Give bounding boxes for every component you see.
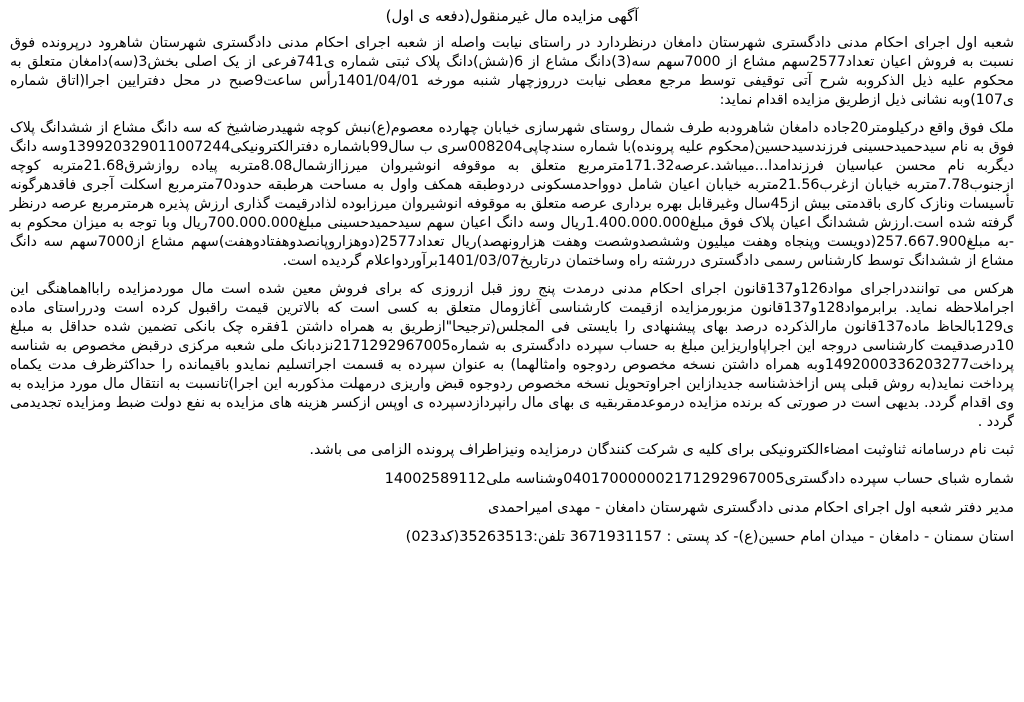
signature-line: مدیر دفتر شعبه اول اجرای احکام مدنی دادگستری شهرستان دامغان - مهدی امیراحمدی — [487, 500, 1014, 516]
bank-account-line: شماره شبای حساب سپرده دادگستری040170000002171292967005وشناسه ملی14002589112 — [384, 471, 1014, 487]
bidding-terms-paragraph: هرکس می تواننددراجرای مواد126و137قانون اجرای احکام مدنی درمدت پنج روز قبل ازروزی که برای فروش معین شده است مال موردمزایده رابااهماهنگی این اجراملاحظه نماید. برابرمواد128و137قانون مزبورمزایده ازقیمت کارشناسی آغازومال متعلق به کسی است که بالاترین قیمت راقبول کرده است ودرراستای ماده ی129بالحاظ ماده137قانون مارالذکرده درصد بهای پیشنهادی را بایستی فی المجلس(ترجیحا"ازطریق به همراه داشتن 1فقره چک بانکی تضمین شده حداقل به مبلغ 10درصدقیمت کارشناسی دروجه این اجراپاواریزاین مبلغ به حساب سپرده دادگستری به شماره2171292967005نزدبانک ملی شعبه مرکزی درقبض مخصوص به شناسه پرداخت1492000336203277وبه همراه داشتن نسخه مخصوص ردوجوه وامثالهما) به عنوان سپرده به قسمت اجراتسلیم نمایدو باقیمانده را حداکثرظرف مدت یکماه پرداخت نماید(به روش قبلی پس ازاخذشناسه جدیدازاین اجراوتحویل نسخه مخصوص ردوجوه قبض واریزی درمهلت مذکوربه این اجرا)تانسبت به انتقال مال مورد مزایده به وی اقدام گردد. بدیهی است در صورتی که برنده مزایده درموعدمقربقیه ی بهای مال رانپردازدسپرده ی اوپس ازکسر هزینه های مزایده به نفع دولت ضبط ومزایده تجدیدمی گردد . — [10, 281, 1015, 430]
registration-note: ثبت نام درسامانه ثناوثبت امضاءالکترونیکی برای کلیه ی شرکت کنندگان درمزایده ونیزاطراف پرونده الزامی می باشد. — [309, 442, 1014, 458]
intro-paragraph: شعبه اول اجرای احکام مدنی دادگستری شهرستان دامغان درنظردارد در راستای نیابت واصله از شعبه اجرای احکام مدنی دادگستری شهرستان شاهرود درپرونده فوق نسبت به فروش اعیان تعداد2577سهم مشاع از 7000سهم سه(3)دانگ مشاع از 6(شش)دانگ پلاک ثبتی شماره ی741فرعی از یک اصلی بخش3(سه)دامغان متعلق به محکوم علیه ذیل الذکروبه شرح آتی توقیفی توسط مرجع معطی نیابت درروزچهار شنبه مورخه 1401/04/01رأس ساعت9صبح در محل دفترایین اجرا(اتاق شماره ی107)وبه نشانی ذیل ازطریق مزایده اقدام نماید: — [10, 35, 1014, 108]
property-description-paragraph: ملک فوق واقع درکیلومتر20جاده دامغان شاهرودبه طرف شمال روستای شهرسازی خیابان چهارده معصوم(ع)نبش کوچه شهیدرضاشیخ که سه دانگ مشاع از ششدانگ پلاک فوق به نام سیدحمیدحسینی فرزندسیدحسین(محکوم علیه پرونده)با شماره سندچاپی008204سری ب سال99باشماره دفترالکترونیکی139920329011007244وسه دانگ دیگربه نام محسن عباسیان فرزندامدا...میباشد.عرصه171.32مترمربع متعلق به موقوفه انوشیروان میرزاازشمال8.08متربه پیاده روازشرق21.68متربه کوچه ازجنوب7.78متربه خیابان ازغرب21.56متربه خیابان اعیان شامل دوواحدمسکونی دردوطبقه همکف واول به مساحت هرطبقه حدود70مترمربع اسکلت آجری فاقدهرگونه تأسیسات ونازک کاری باقدمتی بیش از45سال وغیرقابل بهره برداری عرصه متعلق به موقوفه انوشیروان میرزابوده لذادرقیمت گذاری ارزش پذیره هرمترمربع عرصه درنظر گرفته شده است.ارزش ششدانگ اعیان پلاک فوق مبلغ1.400.000.000ریال وسه دانگ اعیان سهم سیدحمیدحسینی مبلغ700.000.000ریال وبا توجه به میزان محکوم به -به مبلغ257.667.900(دویست وپنجاه وهفت میلیون وششصدوشصت وهفت هزارونهصد)ریال تعداد2577(دوهزاروپانصدوهفتادوهفت)سهم مشاع از7000سهم سه دانگ مشاع از ششدانگ توسط کارشناس رسمی دادگستری دررشته راه وساختمان درتاریخ1401/03/07برآوردواعلام گردیده است. — [10, 120, 1015, 269]
address-line: استان سمنان - دامغان - میدان امام حسین(ع)- کد پستی : 3671931157 تلفن:35263513(کد023) — [405, 529, 1014, 545]
notice-title: آگهی مزایده مال غیرمنقول(دفعه ی اول) — [385, 7, 639, 25]
